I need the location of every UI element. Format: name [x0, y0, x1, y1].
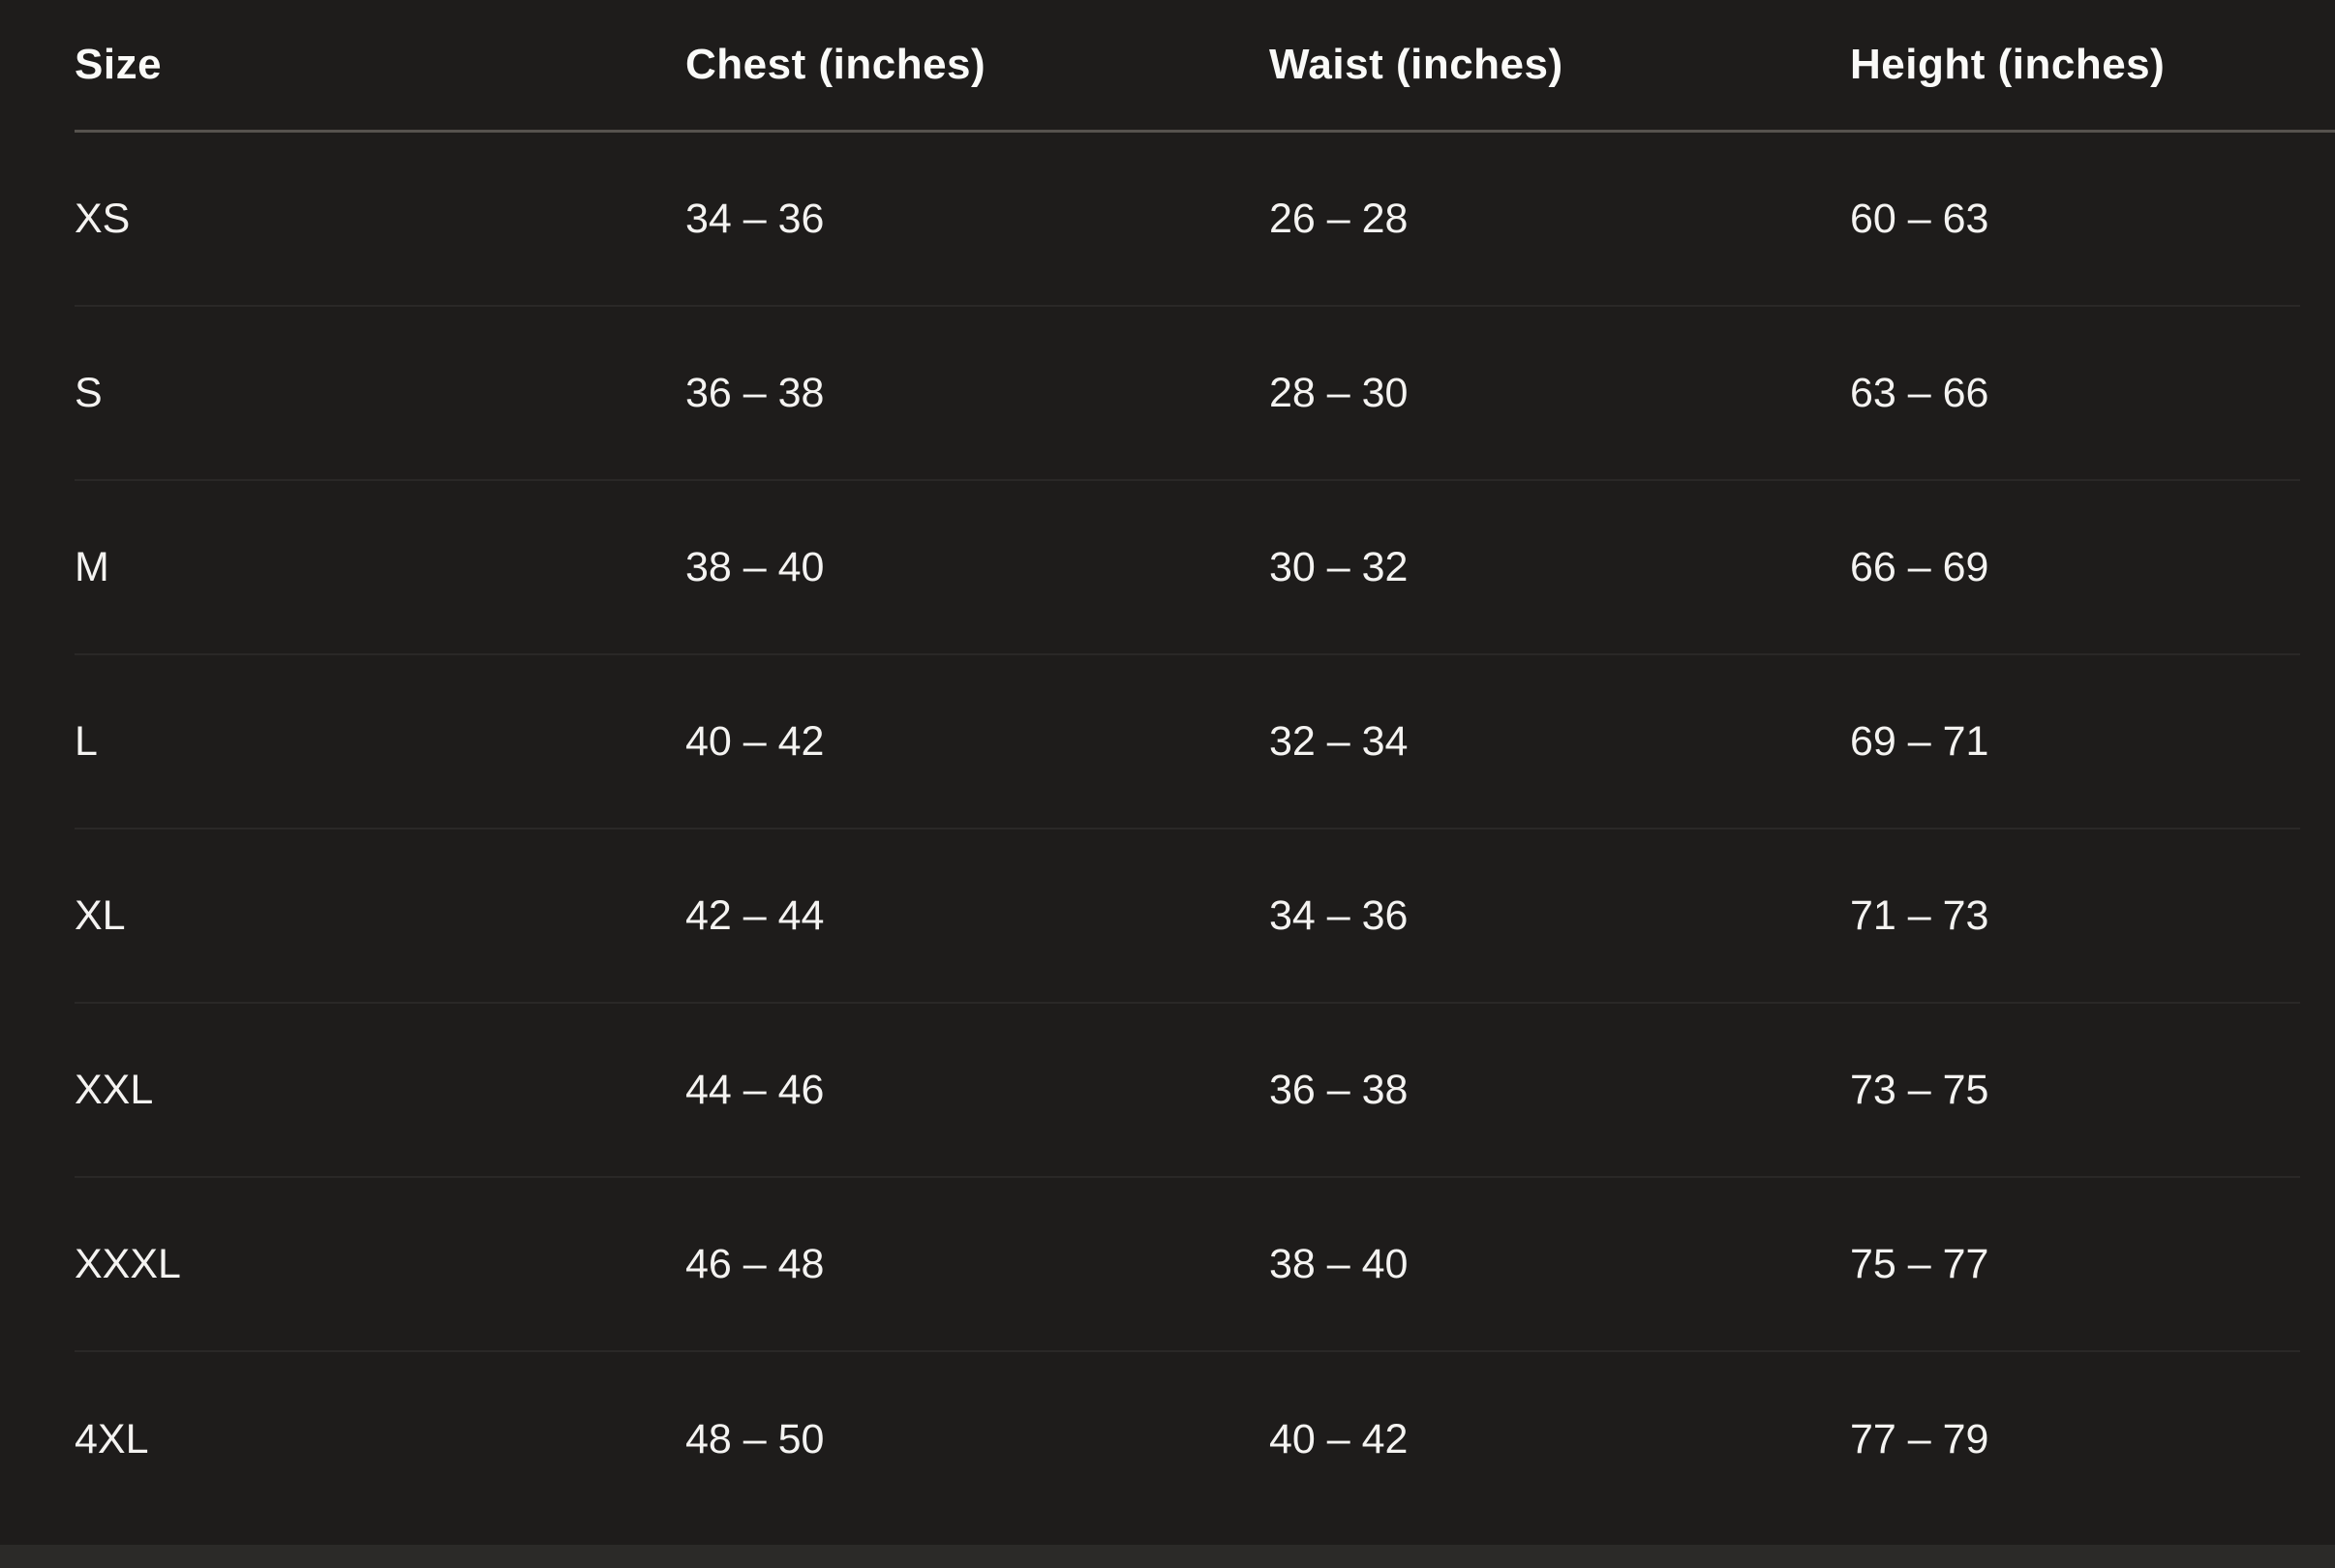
cell-chest: 36 – 38: [685, 369, 825, 416]
bottom-edge-strip: [0, 1545, 2335, 1568]
cell-waist: 26 – 28: [1269, 195, 1409, 242]
cell-size: XXXL: [75, 1240, 181, 1287]
table-row: [75, 133, 2300, 307]
cell-chest: 46 – 48: [685, 1240, 825, 1287]
cell-waist: 28 – 30: [1269, 369, 1409, 416]
cell-size: XXL: [75, 1066, 154, 1113]
table-row: [75, 481, 2300, 655]
table-row: [75, 1178, 2300, 1352]
cell-height: 69 – 71: [1850, 717, 1989, 765]
cell-size: XL: [75, 891, 126, 939]
cell-size: 4XL: [75, 1415, 149, 1462]
cell-chest: 38 – 40: [685, 543, 825, 590]
cell-chest: 42 – 44: [685, 891, 825, 939]
table-row: [75, 1004, 2300, 1178]
table-body: [0, 133, 2335, 1526]
table-row: [75, 307, 2300, 481]
cell-height: 66 – 69: [1850, 543, 1989, 590]
cell-waist: 30 – 32: [1269, 543, 1409, 590]
column-header-height: Height (inches): [1850, 41, 2166, 88]
cell-chest: 44 – 46: [685, 1066, 825, 1113]
cell-height: 63 – 66: [1850, 369, 1989, 416]
cell-size: S: [75, 369, 103, 416]
table-row: [75, 1352, 2300, 1526]
column-header-chest: Chest (inches): [685, 41, 986, 88]
column-header-waist: Waist (inches): [1269, 41, 1563, 88]
cell-height: 60 – 63: [1850, 195, 1989, 242]
cell-size: L: [75, 717, 98, 765]
cell-height: 75 – 77: [1850, 1240, 1989, 1287]
cell-height: 71 – 73: [1850, 891, 1989, 939]
cell-size: M: [75, 543, 109, 590]
cell-height: 77 – 79: [1850, 1415, 1989, 1462]
cell-chest: 48 – 50: [685, 1415, 825, 1462]
table-row: [75, 655, 2300, 829]
table-header-row: [75, 0, 2335, 133]
column-header-size: Size: [75, 41, 163, 88]
cell-waist: 34 – 36: [1269, 891, 1409, 939]
cell-waist: 40 – 42: [1269, 1415, 1409, 1462]
cell-height: 73 – 75: [1850, 1066, 1989, 1113]
cell-waist: 32 – 34: [1269, 717, 1409, 765]
cell-chest: 40 – 42: [685, 717, 825, 765]
cell-waist: 36 – 38: [1269, 1066, 1409, 1113]
cell-chest: 34 – 36: [685, 195, 825, 242]
cell-size: XS: [75, 195, 131, 242]
cell-waist: 38 – 40: [1269, 1240, 1409, 1287]
table-row: [75, 829, 2300, 1004]
